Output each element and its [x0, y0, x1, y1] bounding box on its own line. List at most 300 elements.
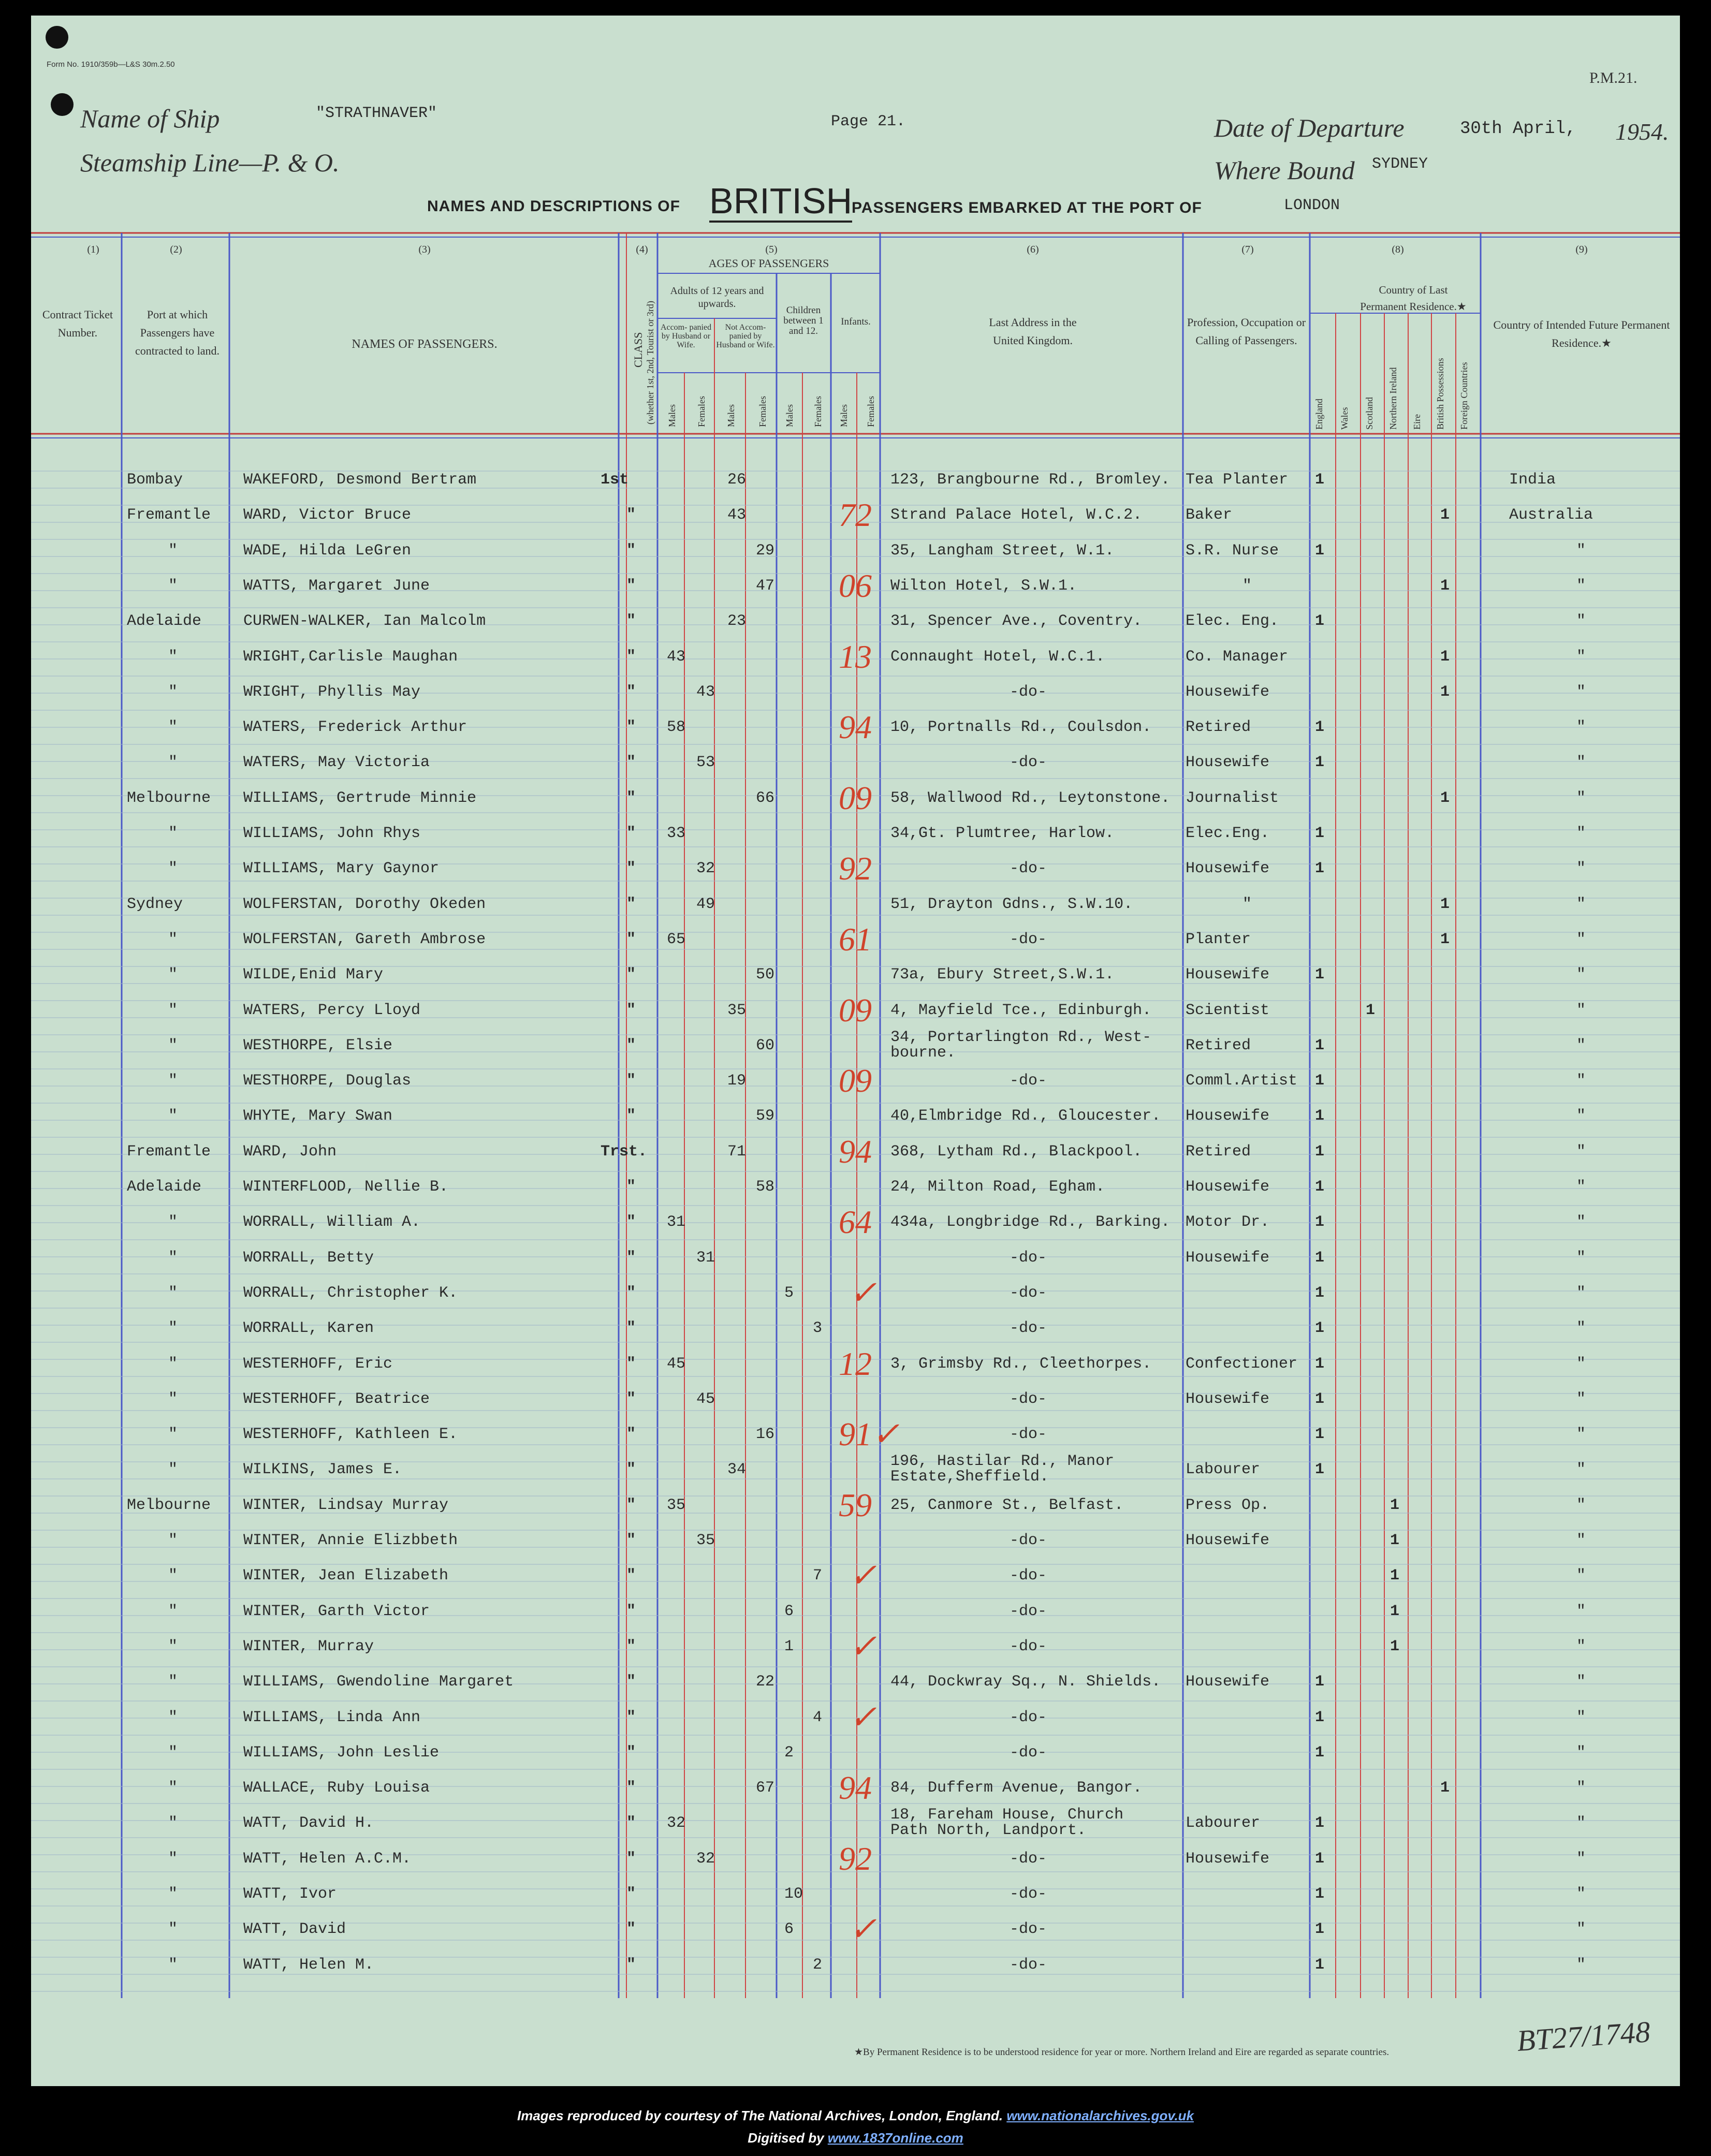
future-residence: ": [1576, 966, 1586, 984]
future-residence: ": [1576, 1743, 1586, 1762]
passenger-name: WILLIAMS, Gwendoline Margaret: [243, 1673, 514, 1691]
ship-name: "STRATHNAVER": [316, 105, 437, 122]
passenger-class: ": [626, 860, 636, 878]
passenger-age: 10: [784, 1885, 803, 1903]
passenger-age: 32: [696, 1850, 715, 1868]
last-address: -do-: [1010, 754, 1047, 772]
red-ink-annotation: 91✓: [839, 1416, 900, 1453]
last-address: Strand Palace Hotel, W.C.2.: [890, 506, 1143, 524]
future-residence: ": [1576, 1496, 1586, 1514]
red-ink-annotation: 61: [839, 920, 872, 958]
passenger-age: 4: [813, 1708, 823, 1726]
profession: Comml.Artist: [1186, 1072, 1298, 1090]
future-residence: ": [1576, 1249, 1586, 1267]
passenger-class: ": [626, 1355, 636, 1373]
table-row: [31, 1062, 1680, 1106]
passenger-name: WALLACE, Ruby Louisa: [243, 1779, 430, 1797]
passenger-age: 16: [756, 1426, 775, 1444]
country-column-header: England: [1314, 399, 1324, 430]
passenger-age: 31: [696, 1249, 715, 1267]
red-ink-annotation: 92: [839, 1840, 872, 1877]
profession-header: Profession, Occupation or Calling of Passengers.: [1187, 316, 1306, 347]
residence-count: 1: [1315, 541, 1325, 560]
profession: ": [1242, 895, 1252, 913]
passenger-age: 32: [667, 1814, 686, 1832]
last-address: Wilton Hotel, S.W.1.: [890, 577, 1077, 595]
passenger-age: 35: [696, 1532, 715, 1549]
residence-count: 1: [1440, 683, 1450, 701]
passenger-class: ": [626, 1708, 636, 1726]
passenger-age: 6: [784, 1602, 794, 1620]
port-of-landing: ": [168, 1602, 178, 1620]
passenger-class: ": [626, 1637, 636, 1655]
residence-count: 1: [1315, 754, 1325, 772]
passenger-age: 59: [756, 1107, 775, 1125]
archive-reference: BT27/1748: [1516, 2015, 1651, 2058]
passenger-class: ": [626, 1567, 636, 1585]
last-address: -do-: [1010, 1708, 1047, 1726]
red-ink-annotation: 94: [839, 709, 872, 746]
port-of-landing: ": [168, 930, 178, 948]
future-residence: ": [1576, 683, 1586, 701]
port-of-landing: ": [168, 1567, 178, 1585]
last-address: -do-: [1010, 860, 1047, 878]
profession: Motor Dr.: [1186, 1213, 1270, 1231]
passenger-age: 67: [756, 1779, 775, 1797]
profession: Housewife: [1186, 754, 1270, 772]
passenger-name: WOLFERSTAN, Gareth Ambrose: [243, 930, 486, 948]
profession: ": [1242, 577, 1252, 595]
table-row: [31, 991, 1680, 1036]
residence-count: 1: [1440, 930, 1450, 948]
port-of-landing: ": [168, 1355, 178, 1373]
departure-year: 1954.: [1615, 119, 1669, 145]
last-address-header: Last Address in the United Kingdom.: [989, 316, 1077, 347]
last-address: -do-: [1010, 1743, 1047, 1762]
future-residence: ": [1576, 1532, 1586, 1549]
passenger-name: WORRALL, Christopher K.: [243, 1284, 458, 1302]
passenger-name: WESTERHOFF, Kathleen E.: [243, 1426, 458, 1444]
passenger-name: WATT, David H.: [243, 1814, 374, 1832]
future-residence: ": [1576, 1213, 1586, 1231]
residence-count: 1: [1315, 1390, 1325, 1408]
passenger-name: WORRALL, William A.: [243, 1213, 421, 1231]
port-of-landing: ": [168, 1920, 178, 1939]
departure-date: 30th April,: [1460, 119, 1576, 139]
col-3-number: (3): [418, 244, 431, 255]
passenger-class: ": [626, 1814, 636, 1832]
table-row: [31, 1133, 1680, 1177]
last-address: -do-: [1010, 1532, 1047, 1549]
residence-count: 1: [1315, 825, 1325, 842]
future-residence: ": [1576, 754, 1586, 772]
passenger-name: WILDE,Enid Mary: [243, 966, 384, 984]
passenger-name: WRIGHT,Carlisle Maughan: [243, 648, 458, 666]
passenger-name: WATTS, Margaret June: [243, 577, 430, 595]
passenger-name: CURWEN-WALKER, Ian Malcolm: [243, 612, 486, 630]
passenger-name: WINTER, Murray: [243, 1637, 374, 1655]
profession: Baker: [1186, 506, 1233, 524]
males-column-header: Males: [784, 404, 795, 427]
profession: Housewife: [1186, 1850, 1270, 1868]
residence-count: 1: [1315, 1036, 1325, 1054]
passenger-name: WATT, Helen M.: [243, 1956, 374, 1974]
passenger-name: WINTER, Jean Elizabeth: [243, 1567, 449, 1585]
accompanied-header: Accom- panied by Husband or Wife.: [660, 323, 712, 349]
future-residence: ": [1576, 541, 1586, 560]
residence-count: 1: [1315, 1426, 1325, 1444]
passenger-name: WILLIAMS, Mary Gaynor: [243, 860, 440, 878]
residence-count: 1: [1390, 1637, 1400, 1655]
residence-count: 1: [1315, 1249, 1325, 1267]
profession: Retired: [1186, 718, 1251, 737]
future-residence: ": [1576, 1673, 1586, 1691]
port-of-landing: Adelaide: [127, 1178, 202, 1196]
future-residence: India: [1509, 471, 1556, 489]
port-of-landing: ": [168, 648, 178, 666]
port-of-landing: ": [168, 966, 178, 984]
residence-count: 1: [1315, 1850, 1325, 1868]
col-5-number: (5): [765, 244, 778, 255]
future-residence: ": [1576, 648, 1586, 666]
residence-count: 1: [1440, 506, 1450, 524]
passenger-name: WHYTE, Mary Swan: [243, 1107, 393, 1125]
future-residence: ": [1576, 1072, 1586, 1090]
port-of-landing: Melbourne: [127, 789, 211, 807]
residence-count: 1: [1440, 648, 1450, 666]
last-address: -do-: [1010, 1319, 1047, 1338]
passenger-class: ": [626, 1213, 636, 1231]
last-address: 58, Wallwood Rd., Leytonstone.: [890, 789, 1171, 807]
children-header: Children between 1 and 12.: [783, 305, 824, 336]
profession: Housewife: [1186, 683, 1270, 701]
red-ink-annotation: ✓: [849, 1557, 877, 1594]
country-column-header: British Possessions: [1435, 358, 1445, 430]
passenger-name: WATERS, May Victoria: [243, 754, 430, 772]
last-address: -do-: [1010, 1072, 1047, 1090]
residence-count: 1: [1315, 1743, 1325, 1762]
passenger-age: 58: [756, 1178, 775, 1196]
males-column-header: Males: [839, 404, 849, 427]
contract-ticket-header: Contract Ticket Number.: [42, 308, 113, 340]
passenger-age: 53: [696, 754, 715, 772]
passenger-age: 6: [784, 1920, 794, 1939]
last-address: 3, Grimsby Rd., Cleethorpes.: [890, 1355, 1152, 1373]
table-row: [31, 1416, 1680, 1460]
passenger-age: 2: [813, 1956, 823, 1974]
passenger-age: 22: [756, 1673, 775, 1691]
passenger-class: ": [626, 930, 636, 948]
future-residence: ": [1576, 1178, 1586, 1196]
residence-count: 1: [1390, 1532, 1400, 1549]
port-of-landing: ": [168, 1814, 178, 1832]
future-residence: ": [1576, 1814, 1586, 1832]
passenger-name: WESTERHOFF, Eric: [243, 1355, 393, 1373]
profession: Retired: [1186, 1036, 1251, 1054]
port-of-landing: ": [168, 1319, 178, 1338]
passenger-name: WATT, Ivor: [243, 1885, 337, 1903]
profession: Scientist: [1186, 1001, 1270, 1019]
port-of-landing: ": [168, 1426, 178, 1444]
future-residence: ": [1576, 1885, 1586, 1903]
passenger-age: 50: [756, 966, 775, 984]
passenger-age: 19: [727, 1072, 747, 1090]
port-of-landing: ": [168, 1461, 178, 1479]
passenger-name: WATERS, Percy Lloyd: [243, 1001, 421, 1019]
profession: Housewife: [1186, 1532, 1270, 1549]
ages-header: AGES OF PASSENGERS: [708, 257, 829, 270]
port-of-landing: ": [168, 754, 178, 772]
residence-count: 1: [1390, 1602, 1400, 1620]
port-of-landing: ": [168, 1956, 178, 1974]
last-address: 73a, Ebury Street,S.W.1.: [890, 966, 1115, 984]
residence-count: 1: [1315, 1355, 1325, 1373]
country-column-header: Wales: [1339, 407, 1350, 430]
residence-count: 1: [1315, 1814, 1325, 1832]
passenger-name: WATT, David: [243, 1920, 346, 1939]
passenger-age: 58: [667, 718, 686, 737]
passenger-class: ": [626, 1956, 636, 1974]
passenger-class: ": [626, 718, 636, 737]
footer-courtesy-text: Images reproduced by courtesy of The National Archives, London, England.: [517, 2108, 1003, 2123]
red-ink-annotation: 94: [839, 1769, 872, 1807]
port-of-landing: ": [168, 683, 178, 701]
country-column-header: Foreign Countries: [1459, 362, 1469, 430]
table-row: [31, 496, 1680, 540]
last-address: -do-: [1010, 930, 1047, 948]
future-residence: ": [1576, 577, 1586, 595]
future-residence: ": [1576, 1107, 1586, 1125]
future-residence: ": [1576, 1390, 1586, 1408]
footer-digitised-text: Digitised by: [748, 2130, 824, 2146]
passenger-age: 34: [727, 1461, 747, 1479]
passenger-age: 35: [667, 1496, 686, 1514]
last-address: 10, Portnalls Rd., Coulsdon.: [890, 718, 1152, 737]
col-1-number: (1): [87, 244, 99, 255]
footnote: ★By Permanent Residence is to be understood residence for year or more. Northern Ireland and Eire are regarded as separate countries.: [854, 2047, 1390, 2058]
table-row: [31, 1486, 1680, 1531]
red-ink-annotation: ✓: [849, 1627, 877, 1665]
port-of-landing: ": [168, 1885, 178, 1903]
table-row: [31, 850, 1680, 894]
document-sheet: [31, 16, 1680, 2086]
passenger-name: WINTER, Lindsay Murray: [243, 1496, 449, 1514]
passenger-class: ": [626, 825, 636, 842]
adults-header: Adults of 12 years and upwards.: [670, 285, 764, 310]
future-residence: ": [1576, 612, 1586, 630]
passenger-class: ": [626, 1743, 636, 1762]
residence-count: 1: [1315, 966, 1325, 984]
national-archives-link[interactable]: www.nationalarchives.gov.uk: [1006, 2108, 1194, 2123]
last-address: -do-: [1010, 1426, 1047, 1444]
passenger-name: WILLIAMS, Gertrude Minnie: [243, 789, 477, 807]
future-residence: ": [1576, 789, 1586, 807]
passenger-age: 31: [667, 1213, 686, 1231]
footer-line-2: [0, 2130, 1711, 2146]
future-residence: ": [1576, 1850, 1586, 1868]
last-address: 24, Milton Road, Egham.: [890, 1178, 1105, 1196]
profession: Journalist: [1186, 789, 1279, 807]
not-accompanied-header: Not Accom- panied by Husband or Wife.: [716, 323, 775, 349]
passenger-name: WATERS, Frederick Arthur: [243, 718, 467, 737]
table-row: [31, 709, 1680, 753]
port-of-landing: Fremantle: [127, 1142, 211, 1161]
last-address: Connaught Hotel, W.C.1.: [890, 648, 1105, 666]
residence-count: 1: [1315, 1708, 1325, 1726]
passenger-age: 65: [667, 930, 686, 948]
future-residence: ": [1576, 895, 1586, 913]
residence-count: 1: [1315, 612, 1325, 630]
profession: Labourer: [1186, 1461, 1261, 1479]
port-of-landing: ": [168, 1390, 178, 1408]
port-of-landing: ": [168, 1107, 178, 1125]
residence-count: 1: [1315, 1284, 1325, 1302]
port-of-landing: ": [168, 1284, 178, 1302]
passenger-age: 45: [696, 1390, 715, 1408]
profession: Confectioner: [1186, 1355, 1298, 1373]
males-column-header: Males: [667, 404, 677, 427]
passenger-class: ": [626, 1107, 636, 1125]
port-of-landing: ": [168, 1779, 178, 1797]
table-row: [31, 638, 1680, 682]
port-of-landing: ": [168, 825, 178, 842]
port-of-landing: ": [168, 541, 178, 560]
passenger-age: 2: [784, 1743, 794, 1762]
future-residence: ": [1576, 1142, 1586, 1161]
passenger-class: ": [626, 1496, 636, 1514]
females-column-header: Females: [866, 396, 876, 427]
passenger-age: 26: [727, 471, 747, 489]
port-name: LONDON: [1284, 197, 1340, 214]
residence-count: 1: [1315, 1319, 1325, 1338]
port-of-landing: ": [168, 1072, 178, 1090]
last-address: -do-: [1010, 1637, 1047, 1655]
passenger-class: ": [626, 789, 636, 807]
females-column-header: Females: [757, 396, 768, 427]
departure-label: Date of Departure: [1214, 113, 1405, 142]
port-of-landing: ": [168, 577, 178, 595]
last-address: 25, Canmore St., Belfast.: [890, 1496, 1124, 1514]
last-address: 18, Fareham House, Church Path North, Landport.: [890, 1806, 1124, 1840]
future-residence: ": [1576, 1567, 1586, 1585]
red-ink-annotation: 12: [839, 1345, 872, 1382]
future-residence: ": [1576, 1779, 1586, 1797]
passenger-age: 5: [784, 1284, 794, 1302]
last-address: 35, Langham Street, W.1.: [890, 541, 1115, 560]
passenger-age: 47: [756, 577, 775, 595]
port-of-landing: ": [168, 1743, 178, 1762]
future-residence: ": [1576, 825, 1586, 842]
last-address: 196, Hastilar Rd., Manor Estate,Sheffield.: [890, 1453, 1115, 1486]
passenger-age: 32: [696, 860, 715, 878]
last-address: -do-: [1010, 1885, 1047, 1903]
passenger-names-header: NAMES OF PASSENGERS.: [352, 338, 498, 351]
last-address: -do-: [1010, 1850, 1047, 1868]
col-4-number: (4): [636, 244, 648, 255]
last-address: 84, Dufferm Avenue, Bangor.: [890, 1779, 1143, 1797]
red-ink-annotation: 59: [839, 1486, 872, 1523]
last-address: 44, Dockwray Sq., N. Shields.: [890, 1673, 1161, 1691]
red-ink-annotation: ✓: [849, 1911, 877, 1948]
port-of-landing-header: Port at which Passengers have contracted to land.: [135, 308, 220, 358]
profession: Housewife: [1186, 1390, 1270, 1408]
profession: Press Op.: [1186, 1496, 1270, 1514]
future-residence: ": [1576, 1001, 1586, 1019]
passenger-name: WADE, Hilda LeGren: [243, 541, 412, 560]
port-of-landing: Sydney: [127, 895, 183, 913]
passenger-age: 71: [727, 1142, 747, 1161]
1837online-link[interactable]: www.1837online.com: [827, 2130, 963, 2146]
profession: Elec. Eng.: [1186, 612, 1279, 630]
port-of-landing: ": [168, 1036, 178, 1054]
port-of-landing: ": [168, 1673, 178, 1691]
red-ink-annotation: ✓: [849, 1698, 877, 1736]
table-row: [31, 1204, 1680, 1248]
passenger-class: ": [626, 1885, 636, 1903]
ship-label: Name of Ship: [80, 104, 220, 133]
title-left: NAMES AND DESCRIPTIONS OF: [427, 198, 680, 215]
passenger-class: ": [626, 683, 636, 701]
males-column-header: Males: [726, 404, 736, 427]
future-residence: ": [1576, 930, 1586, 948]
passenger-class: 1st: [601, 471, 629, 489]
last-address: 31, Spencer Ave., Coventry.: [890, 612, 1143, 630]
residence-count: 1: [1315, 1107, 1325, 1125]
residence-count: 1: [1315, 471, 1325, 489]
residence-count: 1: [1440, 789, 1450, 807]
profession: Co. Manager: [1186, 648, 1289, 666]
future-residence: ": [1576, 1602, 1586, 1620]
passenger-name: WOLFERSTAN, Dorothy Okeden: [243, 895, 486, 913]
last-address: 51, Drayton Gdns., S.W.10.: [890, 895, 1133, 913]
passenger-name: WILKINS, James E.: [243, 1461, 402, 1479]
passenger-class: ": [626, 541, 636, 560]
col-2-number: (2): [170, 244, 182, 255]
title-british: BRITISH: [709, 181, 852, 223]
col-6-number: (6): [1027, 244, 1039, 255]
residence-count: 1: [1315, 1461, 1325, 1479]
port-of-landing: ": [168, 1001, 178, 1019]
residence-count: 1: [1315, 1920, 1325, 1939]
passenger-name: WESTERHOFF, Beatrice: [243, 1390, 430, 1408]
females-column-header: Females: [696, 396, 707, 427]
profession: Planter: [1186, 930, 1251, 948]
passenger-class: ": [626, 1319, 636, 1338]
profession: Tea Planter: [1186, 471, 1289, 489]
last-address: 123, Brangbourne Rd., Bromley.: [890, 471, 1171, 489]
last-address: 34, Portarlington Rd., West- bourne.: [890, 1028, 1152, 1062]
port-of-landing: ": [168, 860, 178, 878]
passenger-age: 66: [756, 789, 775, 807]
passenger-name: WILLIAMS, Linda Ann: [243, 1708, 421, 1726]
last-address: -do-: [1010, 1956, 1047, 1974]
passenger-class: ": [626, 1461, 636, 1479]
passenger-name: WESTHORPE, Douglas: [243, 1072, 412, 1090]
table-row: [31, 920, 1680, 965]
country-column-header: Northern Ireland: [1388, 367, 1398, 430]
future-residence: ": [1576, 1637, 1586, 1655]
residence-count: 1: [1315, 1072, 1325, 1090]
passenger-name: WAKEFORD, Desmond Bertram: [243, 471, 477, 489]
passenger-age: 45: [667, 1355, 686, 1373]
last-address: -do-: [1010, 1249, 1047, 1267]
form-number: Form No. 1910/359b—L&S 30m.2.50: [47, 60, 175, 69]
port-of-landing: ": [168, 1850, 178, 1868]
future-residence: ": [1576, 860, 1586, 878]
passenger-name: WORRALL, Karen: [243, 1319, 374, 1338]
passenger-class: ": [626, 1036, 636, 1054]
future-residence-header: Country of Intended Future Permanent Residence.★: [1493, 318, 1670, 350]
